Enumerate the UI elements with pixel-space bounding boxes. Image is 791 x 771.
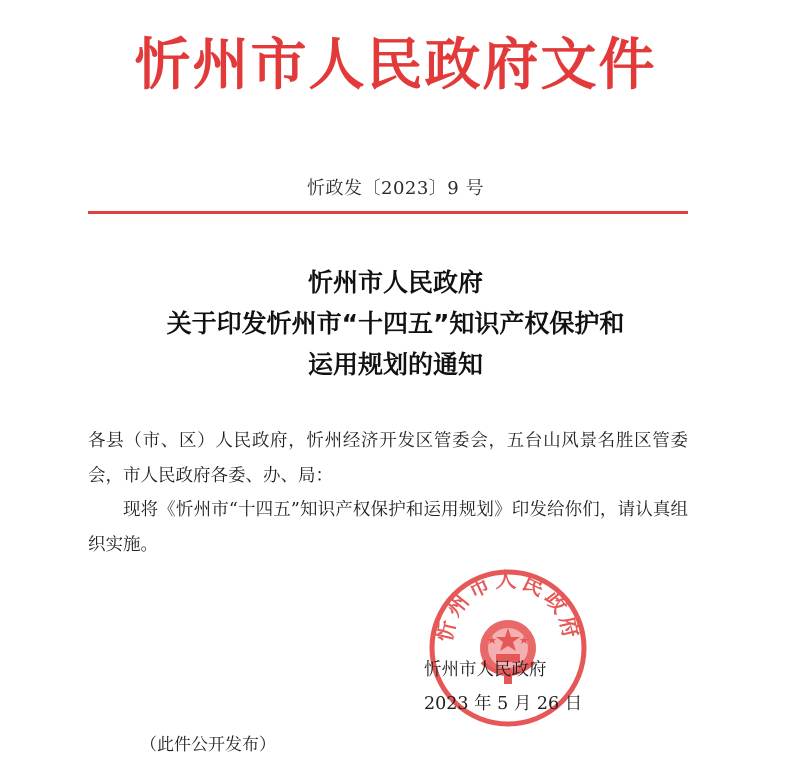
main-paragraph: 现将《忻州市“十四五”知识产权保护和运用规划》印发给你们，请认真组织实施。 (88, 500, 688, 555)
title-line-1: 忻州市人民政府 (307, 268, 483, 297)
signing-date: 2023 年 5 月 26 日 (424, 694, 583, 714)
title-line-3: 运用规划的通知 (307, 350, 483, 379)
seal-text: 忻州市人民政府 (432, 568, 584, 644)
red-divider-line (88, 211, 688, 214)
title-line-2: 关于印发忻州市“十四五”知识产权保护和 (166, 309, 625, 338)
public-release-note: （此件公开发布） (140, 735, 276, 755)
masthead-title: 忻州市人民政府文件 (134, 33, 657, 98)
notice-title (0, 262, 791, 385)
notice-body (88, 424, 688, 562)
signing-organization: 忻州市人民政府 (424, 660, 547, 680)
document-number: 忻政发〔2023〕9 号 (307, 178, 484, 199)
recipients-paragraph: 各县（市、区）人民政府，忻州经济开发区管委会，五台山风景名胜区管委会，市人民政府各委、办、局： (88, 431, 688, 486)
